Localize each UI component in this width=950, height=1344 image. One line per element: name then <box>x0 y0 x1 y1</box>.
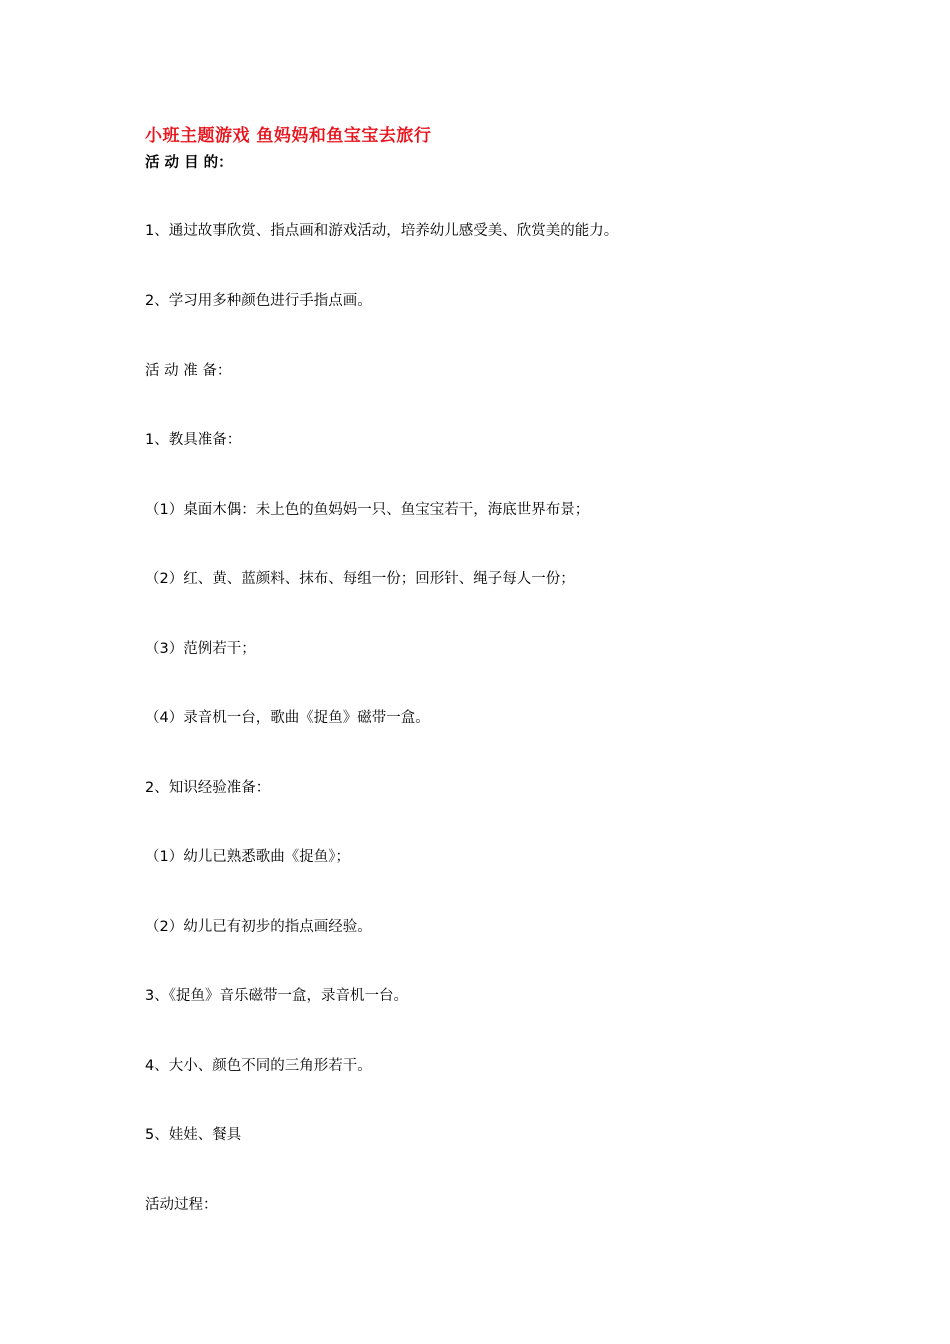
paragraph-line: （3）范例若干； <box>145 641 256 657</box>
paragraph-line: （1）幼儿已熟悉歌曲《捉鱼》； <box>145 849 350 865</box>
paragraph-line: （1）桌面木偶：未上色的鱼妈妈一只、鱼宝宝若干，海底世界布景； <box>145 502 590 518</box>
paragraph-line: （2）红、黄、蓝颜料、抹布、每组一份；回形针、绳子每人一份； <box>145 571 575 587</box>
paragraph-line: 4、大小、颜色不同的三角形若干。 <box>145 1058 372 1074</box>
paragraph-line: 1、通过故事欣赏、指点画和游戏活动，培养幼儿感受美、欣赏美的能力。 <box>145 223 619 239</box>
document-title: 小班主题游戏 鱼妈妈和鱼宝宝去旅行 <box>145 126 432 146</box>
paragraph-line: 2、学习用多种颜色进行手指点画。 <box>145 293 372 309</box>
paragraph-line: （4）录音机一台，歌曲《捉鱼》磁带一盒。 <box>145 710 430 726</box>
paragraph-line: 5、娃娃、餐具 <box>145 1127 242 1143</box>
paragraph-line: 3、《捉鱼》音乐磁带一盒，录音机一台。 <box>145 988 408 1004</box>
paragraph-line: （2）幼儿已有初步的指点画经验。 <box>145 919 372 935</box>
section-heading-preparation: 活 动 准 备： <box>145 363 232 379</box>
paragraph-line: 2、知识经验准备： <box>145 780 271 796</box>
section-heading-process: 活动过程： <box>145 1197 218 1213</box>
section-heading-objectives: 活 动 目 的： <box>145 155 233 171</box>
paragraph-line: 1、教具准备： <box>145 432 242 448</box>
